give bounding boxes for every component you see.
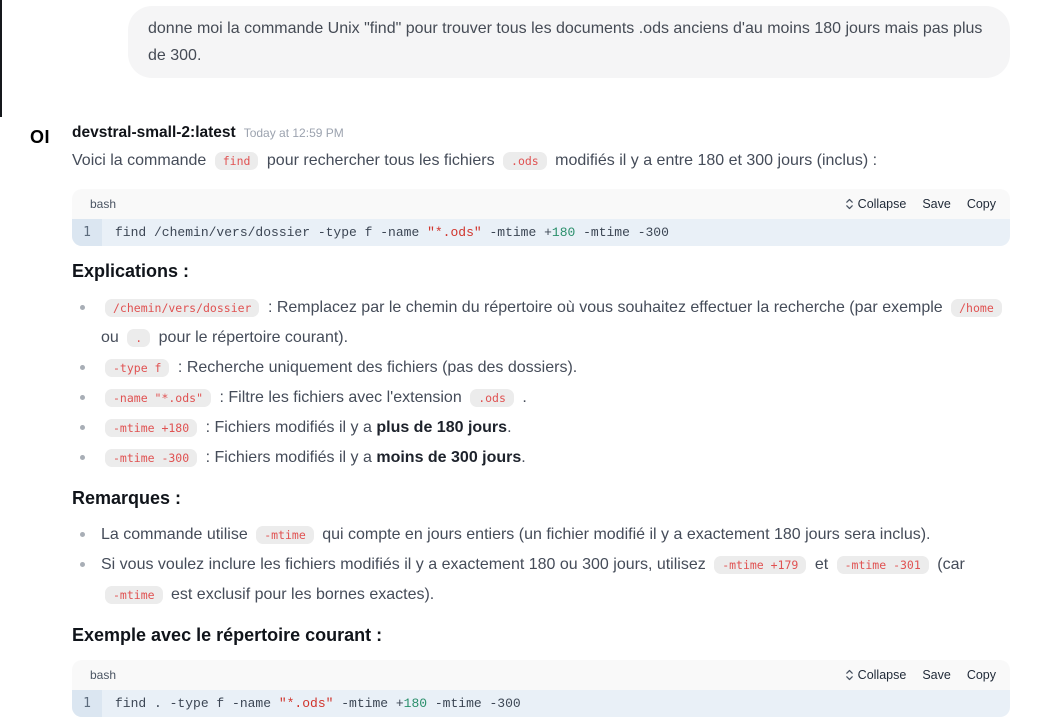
bullet-dot-icon bbox=[80, 425, 85, 430]
model-avatar bbox=[30, 124, 72, 717]
inline-code-find: find bbox=[215, 152, 259, 170]
explications-heading: Explications : bbox=[72, 261, 190, 281]
assistant-message-header bbox=[72, 124, 1010, 142]
user-message-row bbox=[30, 6, 1010, 78]
list-item: -name "*.ods" : Filtre les fichiers avec l'extension .ods . bbox=[80, 383, 1010, 413]
intro-text: modifiés il y a entre 180 et 300 jours (inclus) : bbox=[555, 152, 878, 169]
inline-code: -mtime -300 bbox=[105, 449, 197, 467]
bullet-dot-icon bbox=[80, 455, 85, 460]
code-block-header bbox=[72, 660, 1010, 690]
assistant-message-content bbox=[72, 124, 1010, 717]
explications-list bbox=[72, 293, 1010, 473]
code-block-body bbox=[72, 219, 1010, 246]
code-language-label: bash bbox=[90, 668, 117, 682]
list-item: La commande utilise -mtime qui compte en jours entiers (un fichier modifié il y a exactement 180 jours sera inclus). bbox=[80, 520, 1010, 550]
collapse-button-label: Collapse bbox=[857, 668, 907, 682]
collapse-button[interactable] bbox=[845, 668, 907, 682]
intro-paragraph bbox=[72, 149, 1010, 173]
code-line: find . -type f -name "*.ods" -mtime +180 -mtime -300 bbox=[115, 696, 521, 711]
inline-code: -mtime -301 bbox=[837, 556, 929, 574]
bullet-dot-icon bbox=[80, 395, 85, 400]
intro-text: pour rechercher tous les fichiers bbox=[266, 152, 495, 169]
model-name: devstral-small-2:latest bbox=[72, 124, 236, 141]
code-actions bbox=[845, 668, 996, 682]
list-item: /chemin/vers/dossier : Remplacez par le chemin du répertoire où vous souhaitez effectuer la recherche (par exemple /home ou . pour le répertoire courant). bbox=[80, 293, 1010, 353]
save-button-label: Save bbox=[922, 668, 951, 682]
remarques-heading: Remarques : bbox=[72, 488, 182, 508]
save-button-label: Save bbox=[922, 197, 951, 211]
list-item: -type f : Recherche uniquement des fichiers (pas des dossiers). bbox=[80, 353, 1010, 383]
inline-code: -mtime +180 bbox=[105, 419, 197, 437]
save-button[interactable] bbox=[922, 668, 951, 682]
inline-code: -mtime bbox=[256, 526, 314, 544]
save-button[interactable] bbox=[922, 197, 951, 211]
intro-text: Voici la commande bbox=[72, 152, 207, 169]
inline-code-ods: .ods bbox=[503, 152, 547, 170]
unfold-chevrons-icon bbox=[845, 669, 854, 681]
code-block-body bbox=[72, 690, 1010, 717]
model-avatar-label: OI bbox=[30, 127, 51, 147]
copy-button-label: Copy bbox=[966, 668, 996, 682]
message-timestamp: Today at 12:59 PM bbox=[243, 126, 344, 140]
bullet-dot-icon bbox=[80, 365, 85, 370]
code-line: find /chemin/vers/dossier -type f -name "*.ods" -mtime +180 -mtime -300 bbox=[115, 225, 669, 240]
code-block-1 bbox=[72, 189, 1010, 246]
inline-code: -type f bbox=[105, 359, 169, 377]
remarques-list bbox=[72, 520, 1010, 610]
inline-code: /chemin/vers/dossier bbox=[105, 299, 259, 317]
left-edge-divider bbox=[0, 0, 2, 117]
bullet-dot-icon bbox=[80, 305, 85, 310]
bullet-dot-icon bbox=[80, 562, 85, 567]
collapse-button-label: Collapse bbox=[857, 197, 907, 211]
code-language-label: bash bbox=[90, 197, 117, 211]
copy-button[interactable] bbox=[967, 668, 996, 682]
list-item: -mtime +180 : Fichiers modifiés il y a plus de 180 jours. bbox=[80, 413, 1010, 443]
line-number: 1 bbox=[72, 690, 102, 717]
inline-code: -name "*.ods" bbox=[105, 389, 211, 407]
unfold-chevrons-icon bbox=[845, 198, 854, 210]
inline-code: -mtime bbox=[105, 586, 163, 604]
copy-button[interactable] bbox=[967, 197, 996, 211]
exemple-heading: Exemple avec le répertoire courant : bbox=[72, 625, 383, 645]
list-item: Si vous voulez inclure les fichiers modifiés il y a exactement 180 ou 300 jours, utilisez -mtime +179 et -mtime -301 (car -mtime est exclusif pour les bornes exactes). bbox=[80, 550, 1010, 610]
bullet-dot-icon bbox=[80, 532, 85, 537]
code-block-2 bbox=[72, 660, 1010, 717]
line-number: 1 bbox=[72, 219, 102, 246]
list-item: -mtime -300 : Fichiers modifiés il y a moins de 300 jours. bbox=[80, 443, 1010, 473]
user-message-text: donne moi la commande Unix "find" pour trouver tous les documents .ods anciens d'au moins 180 jours mais pas plus de 300. bbox=[148, 20, 983, 64]
collapse-button[interactable] bbox=[845, 197, 907, 211]
inline-code: . bbox=[127, 329, 150, 347]
inline-code: -mtime +179 bbox=[714, 556, 806, 574]
inline-code: .ods bbox=[470, 389, 514, 407]
assistant-message-row bbox=[30, 124, 1010, 717]
code-block-header bbox=[72, 189, 1010, 219]
code-actions bbox=[845, 197, 996, 211]
inline-code: /home bbox=[951, 299, 1002, 317]
copy-button-label: Copy bbox=[966, 197, 996, 211]
user-message-bubble bbox=[128, 6, 1010, 78]
